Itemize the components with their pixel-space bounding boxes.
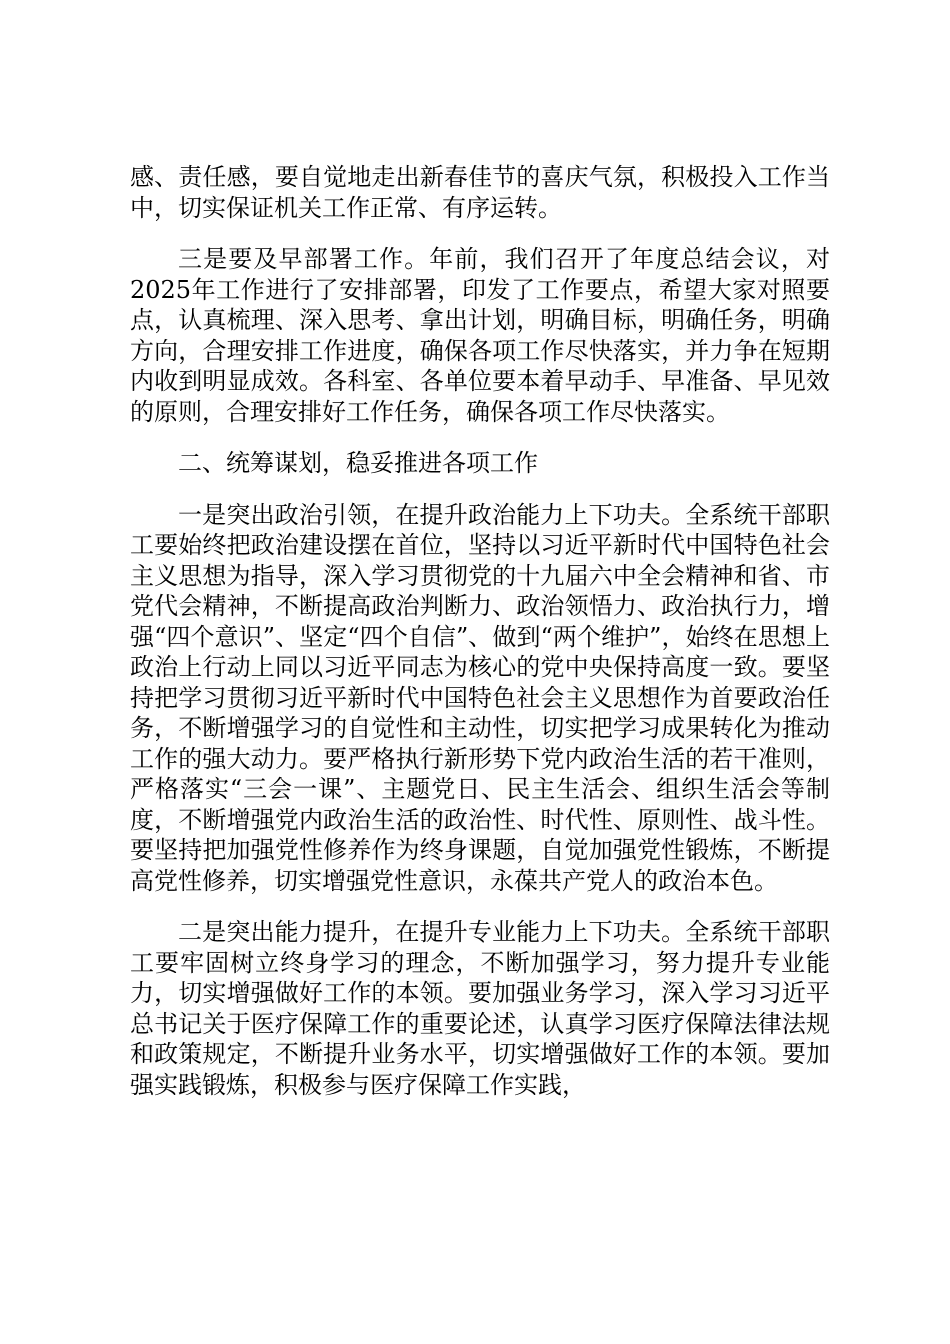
document-page <box>130 162 830 1121</box>
paragraph-early-deployment: 三是要及早部署工作。年前，我们召开了年度总结会议，对2025年工作进行了安排部署，印发了工作要点，希望大家对照要点，认真梳理、深入思考、拿出计划，明确目标，明确任务，明确方向，合理安排工作进度，确保各项工作尽快落实，并力争在短期内收到明显成效。各科室、各单位要本着早动手、早准备、早见效的原则，合理安排好工作任务，确保各项工作尽快落实。 <box>130 245 830 426</box>
section-heading-two: 二、统筹谋划，稳妥推进各项工作 <box>178 449 538 477</box>
paragraph-political-leadership: 一是突出政治引领，在提升政治能力上下功夫。全系统干部职工要始终把政治建设摆在首位，坚持以习近平新时代中国特色社会主义思想为指导，深入学习贯彻党的十九届六中全会精神和省、市党代会精神，不断提高政治判断力、政治领悟力、政治执行力，增强“四个意识”、坚定“四个自信”、做到“两个维护”，始终在思想上政治上行动上同以习近平同志为核心的党中央保持高度一致。要坚持把学习贯彻习近平新时代中国特色社会主义思想作为首要政治任务，不断增强学习的自觉性和主动性，切实把学习成果转化为推动工作的强大动力。要严格执行新形势下党内政治生活的若干准则，严格落实“三会一课”、主题党日、民主生活会、组织生活会等制度，不断增强党内政治生活的政治性、时代性、原则性、战斗性。要坚持把加强党性修养作为终身课题，自觉加强党性锻炼，不断提高党性修养，切实增强党性意识，永葆共产党人的政治本色。 <box>130 500 830 895</box>
paragraph-continuation: 感、责任感，要自觉地走出新春佳节的喜庆气氛，积极投入工作当中，切实保证机关工作正常、有序运转。 <box>130 163 830 222</box>
paragraph-capability-improvement: 二是突出能力提升，在提升专业能力上下功夫。全系统干部职工要牢固树立终身学习的理念，不断加强学习，努力提升专业能力，切实增强做好工作的本领。要加强业务学习，深入学习习近平总书记关于医疗保障工作的重要论述，认真学习医疗保障法律法规和政策规定，不断提升业务水平，切实增强做好工作的本领。要加强实践锻炼，积极参与医疗保障工作实践， <box>130 918 830 1099</box>
